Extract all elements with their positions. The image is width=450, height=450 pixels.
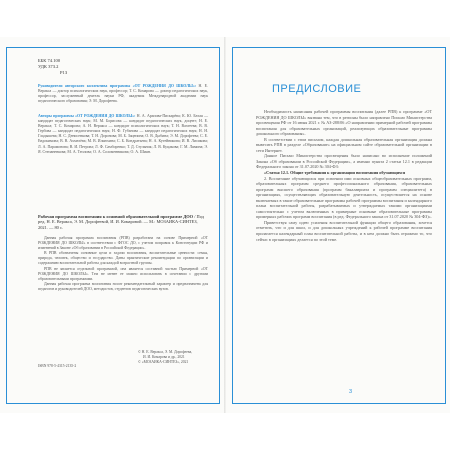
bbk-code: ББК 74.100 bbox=[38, 58, 61, 63]
program-title: Рабочая программа воспитания к основной образовательной программе ДОО bbox=[38, 214, 194, 219]
page-title: ПРЕДИСЛОВИЕ bbox=[272, 83, 362, 95]
annotation-para-3: РПВ не является отдельной программой, она является составной частью Примерной «ОТ РОЖДЕНИЯ ДО ШКОЛЫ». Тем не менее ее можно использовать в сочетании с другими образовательными программами. bbox=[38, 266, 208, 281]
classification-codes bbox=[38, 58, 67, 76]
team-text: Н. Е. Веракса — доктор психологических наук, профессор; Т. С. Комарова — доктор педагогических наук, профессор, заслуженный деятель науки РФ, академик Международной академии наук педагогического образования; Э. М. Дорофеева. bbox=[38, 84, 208, 104]
law-article-heading: «Статья 12.1. Общие требования к организации воспитания обучающихся bbox=[264, 170, 406, 176]
copyright-block bbox=[138, 350, 192, 364]
program-meta: / Под ред. Н. Е. Веракса, Э. М. Дорофеевой, И. И. Комаровой. — М.: МОЗАИКА-СИНТЕЗ, 2021. — 80 с. bbox=[38, 214, 205, 230]
preface-para-3: Данное Письмо Министерства просвещения было написано во исполнение положений Закона «Об образовании в Российской Федерации», а именно пункта 2 статьи 12.1 в редакции Федерального закона от 31.07.2020 № 304-ФЗ: bbox=[256, 153, 432, 170]
team-intro: Руководители авторского коллектива программы «ОТ РОЖДЕНИЯ ДО ШКОЛЫ»: bbox=[38, 84, 197, 88]
authors-text: Н. А. Арапова-Пискарёва; К. Ю. Белая — кандидат педагогических наук; М. М. Борисова — кандидат педагогических наук, доцент; Н. Е. Веракса; Т. С. Комарова; А. Н. Веракса — кандидат психологических наук; Т. Н. Вахтеева; В. В. Гербова — кандидат педагогических наук; Н. Ф. Губанова — кандидат педагогических наук; Н. Н. Гладышева; Н. С. Денисенкова; Т. Н. Доронова; М. Б. Зацепина; О. В. Дыбина; Э. М. Дорофеева; С. Е. Евдокимова; В. В. Ахмелёва; М. В. Ильюхина; С. Б. Кондратьева; Н. А. Кутейникова; И. В. Лисикова; Л. А. Парамонова; В. И. Петрова; Л. Ф. Самборенко; Т. Д. Стульник; Л. В. Куцакова; Г. М. Лямина; Э. Я. Степаненкова; М. А. Теплова; О. А. Соломенникова; О. А. Шиян. bbox=[38, 114, 208, 154]
left-page bbox=[0, 37, 224, 413]
author-mark: Р13 bbox=[60, 70, 68, 75]
preface-para-1: Необходимость написания рабочей программы воспитания (далее РПВ) к программе «ОТ РОЖДЕНИЯ ДО ШКОЛЫ» вызвана тем, что в регионы было направлено Письмо Министерства просвещения РФ от 16 июня 2021 г. № АЗ-288/06 «О направлении примерной рабочей программы воспитания для образовательных организаций, реализующих образовательные программы дошкольного образования». bbox=[256, 109, 432, 137]
authors-block bbox=[38, 114, 208, 155]
team-block bbox=[38, 84, 208, 104]
preface-para-2: В соответствии с этим письмом, каждая дошкольная образовательная организация должна вывесить РПВ в разделе «Образование» на официальном сайте образовательной организации в сети Интернет. bbox=[256, 136, 432, 153]
program-title-block bbox=[38, 214, 208, 230]
annotation-para-1: Данная рабочая программа воспитания (РПВ) разработана на основе Примерной «ОТ РОЖДЕНИЯ ДО ШКОЛЫ» в соответствии с ФГОС ДО, с учетом поправок к Конституции РФ и изменений в Законе «Об образовании в Российской Федерации». bbox=[38, 236, 208, 251]
annotation-para-4: Данная рабочая программа воспитания носит рекомендательный характер и предназначена для педагогов и руководителей ДОО, методистов, студентов педагогических вузов. bbox=[38, 281, 208, 291]
isbn: ISBN 978-5-4315-2135-2 bbox=[38, 364, 77, 368]
preface-para-4: 2. Воспитание обучающихся при освоении ими основных общеобразовательных программ, образовательных программ среднего профессионального образования, образовательных программ высшего образования (программ бакалавриата и программ специалитета) в организациях, осуществляющих образовательную деятельность, осуществляется на основе включаемых в такие образовательные программы рабочей программы воспитания и календарного плана воспитательной работы, разрабатываемых и утверждаемых такими организациями самостоятельно с учетом включенных в примерные основные образовательные программы примерных рабочих программ воспитания (в ред. Федерального закона от 31.07.2020 № 304-ФЗ)». bbox=[256, 175, 432, 220]
annotation-para-2: В РПВ обозначены основные цели и задачи воспитания, воспитательные ценности: семья, природа, человек, общество и государство. Даны практические рекомендации по организации и содержанию воспитательной работы для каждой возрастной группы. bbox=[38, 251, 208, 266]
preface-para-5: Приветствуя саму идею усиления воспитательной функции общего образования, хочется отметить, что и для школ, и для дошкольных учреждений к рабочей программе воспитания прилагается календарный план воспитательной работы, и в нем должно быть отражено то, что сейчас в организациях делается по этой теме. bbox=[256, 219, 432, 242]
copyright-line-1: © Н. Е. Веракса, Э. М. Дорофеева, bbox=[138, 350, 193, 354]
copyright-line-3: © «МОЗАИКА-СИНТЕЗ», 2021 bbox=[138, 359, 189, 364]
page-number: 3 bbox=[349, 389, 353, 395]
preface-body bbox=[256, 109, 432, 242]
right-page bbox=[226, 37, 450, 413]
udk-code: УДК 373.2 bbox=[38, 64, 59, 69]
authors-intro: Авторы программы «ОТ РОЖДЕНИЯ ДО ШКОЛЫ»: bbox=[38, 114, 136, 118]
annotation-block bbox=[38, 236, 208, 292]
copyright-line-2: И. И. Комарова и др., 2021 bbox=[143, 354, 185, 359]
